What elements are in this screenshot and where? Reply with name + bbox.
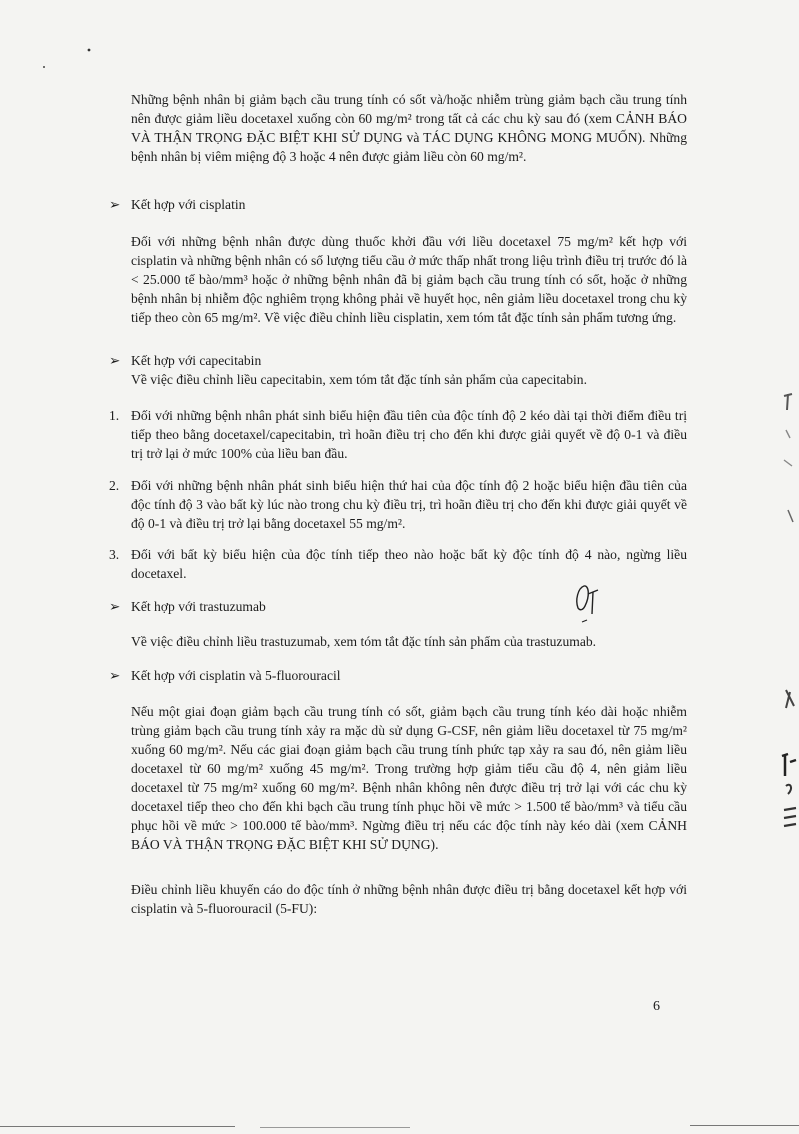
list-item-text: Đối với những bệnh nhân phát sinh biểu hiện đầu tiên của độc tính độ 2 kéo dài tại thời điểm điều trị tiếp theo bằng docetaxel/capecitabin, trì hoãn điều trị cho đến khi được giải quyết về độ 0-1 và điều trị trở lại ở mức 100% của liều ban đầu.	[131, 408, 687, 461]
list-item-number: 3.	[109, 547, 120, 562]
heading-trastuzumab-label: Kết hợp với trastuzumab	[131, 599, 266, 614]
paragraph-trastuzumab: Về việc điều chỉnh liều trastuzumab, xem tóm tắt đặc tính sản phẩm của trastuzumab.	[131, 634, 597, 649]
paragraph-neutropenia: Những bệnh nhân bị giảm bạch cầu trung tính có sốt và/hoặc nhiễm trùng giảm bạch cầu trung tính nên được giảm liều docetaxel xuống còn 60 mg/m² trong tất cả các chu kỳ sau đó (xem CẢNH BÁO VÀ THẬN TRỌNG ĐẶC BIỆT KHI SỬ DỤNG và TÁC DỤNG KHÔNG MONG MUỐN). Những bệnh nhân bị viêm miệng độ 3 hoặc 4 nên được giảm liều còn 60 mg/m².	[131, 92, 687, 164]
page-number: 6	[653, 999, 660, 1014]
paragraph-dose-adjustment: Điều chỉnh liều khuyến cáo do độc tính ở những bệnh nhân được điều trị bằng docetaxel kết hợp với cisplatin và 5-fluorouracil (5-FU):	[131, 882, 687, 916]
list-item-number: 1.	[109, 408, 120, 423]
heading-cisplatin	[109, 195, 245, 214]
bullet-arrow-icon: ➢	[109, 599, 121, 614]
scan-edge-line-right	[690, 1125, 799, 1126]
bullet-arrow-icon: ➢	[109, 668, 121, 683]
scan-speck-marks	[40, 40, 100, 80]
heading-cisplatin-label: Kết hợp với cisplatin	[131, 197, 246, 212]
heading-cisplatin-5fu-label: Kết hợp với cisplatin và 5-fluorouracil	[131, 668, 341, 683]
paragraph-cisplatin-5fu: Nếu một giai đoạn giảm bạch cầu trung tính có sốt, giảm bạch cầu trung tính kéo dài hoặc nhiễm trùng giảm bạch cầu trung tính xảy ra mặc dù sử dụng G-CSF, nên giảm liều docetaxel từ 75 mg/m² xuống 60 mg/m². Nếu các giai đoạn giảm bạch cầu trung tính phức tạp xảy ra sau đó, nên giảm liều docetaxel từ 60 mg/m² xuống 45 mg/m². Trong trường hợp giảm tiểu cầu độ 4, nên giảm liều docetaxel từ 75 mg/m² xuống 60 mg/m². Bệnh nhân không nên được điều trị trở lại với các chu kỳ docetaxel tiếp theo cho đến khi bạch cầu trung tính phục hồi về mức > 1.500 tế bào/mm³ và tiểu cầu phục hồi về mức > 100.000 tế bào/mm³. Ngừng điều trị nếu các độc tính này kéo dài (xem CẢNH BÁO VÀ THẬN TRỌNG ĐẶC BIỆT KHI SỬ DỤNG).	[131, 704, 687, 852]
heading-capecitabin-label: Kết hợp với capecitabin	[131, 353, 262, 368]
heading-cisplatin-5fu	[109, 666, 341, 685]
heading-capecitabin	[109, 351, 261, 370]
handwritten-initials-signature	[572, 580, 606, 626]
bullet-arrow-icon: ➢	[109, 353, 121, 368]
heading-trastuzumab	[109, 597, 266, 616]
list-item-text: Đối với những bệnh nhân phát sinh biểu hiện thứ hai của độc tính độ 2 hoặc biểu hiện đầu tiên của độc tính độ 3 vào bất kỳ lúc nào trong chu kỳ điều trị, trì hoãn điều trị cho đến khi được giải quyết về độ 0-1 và điều trị trở lại bằng docetaxel 55 mg/m².	[131, 478, 687, 531]
list-item-text: Đối với bất kỳ biểu hiện của độc tính tiếp theo nào hoặc bất kỳ độc tính độ 4 nào, ngừng liều docetaxel.	[131, 547, 687, 581]
edge-stamp-fragment-marks	[778, 390, 799, 850]
bullet-arrow-icon: ➢	[109, 197, 121, 212]
paragraph-capecitabin: Về việc điều chỉnh liều capecitabin, xem tóm tắt đặc tính sản phẩm của capecitabin.	[131, 372, 587, 387]
paragraph-cisplatin: Đối với những bệnh nhân được dùng thuốc khởi đầu với liều docetaxel 75 mg/m² kết hợp với cisplatin và những bệnh nhân có số lượng tiểu cầu ở mức thấp nhất trong liệu trình điều trị trước đó là < 25.000 tế bào/mm³ hoặc ở những bệnh nhân đã bị giảm bạch cầu trung tính có sốt, hoặc ở những bệnh nhân bị nhiễm độc nghiêm trọng không phải về huyết học, nên giảm liều docetaxel trong chu kỳ tiếp theo còn 65 mg/m². Về việc điều chỉnh liều cisplatin, xem tóm tắt đặc tính sản phẩm tương ứng.	[131, 234, 687, 325]
scan-edge-line-left	[0, 1126, 235, 1127]
list-item-number: 2.	[109, 478, 120, 493]
scan-edge-line-middle	[260, 1127, 410, 1128]
